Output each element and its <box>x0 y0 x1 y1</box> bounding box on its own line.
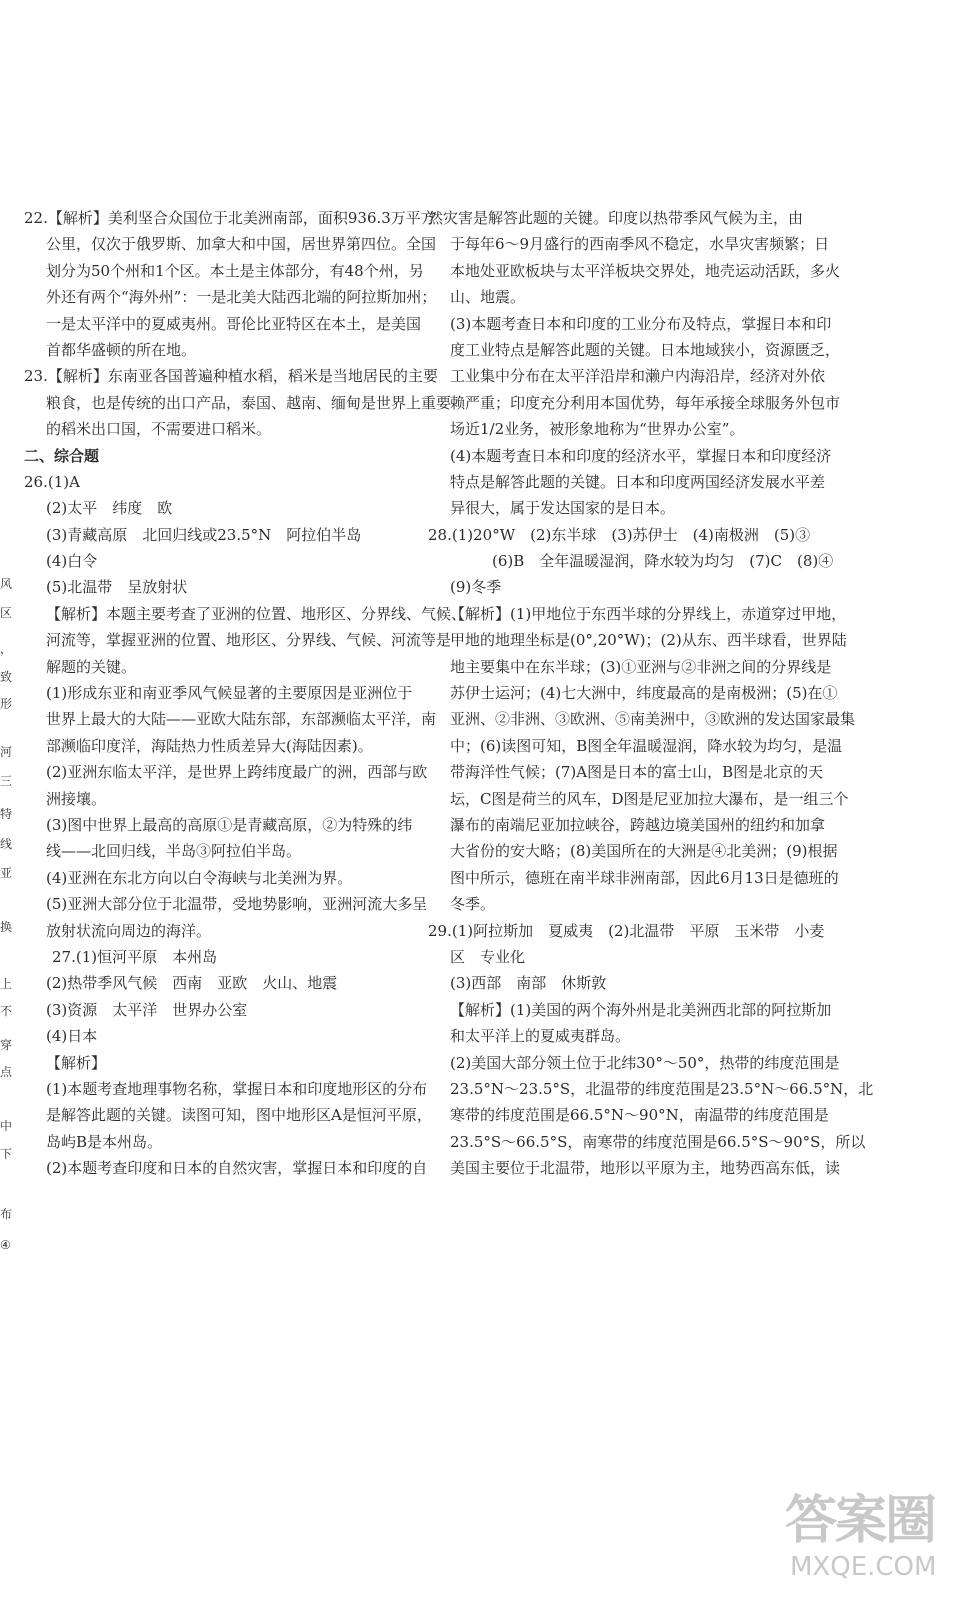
margin-fragment: ， <box>0 642 13 656</box>
text-line: 和太平洋上的夏威夷群岛。 <box>450 1027 631 1046</box>
text-line: 22.【解析】美利坚合众国位于北美洲南部，面积936.3万平方 <box>24 209 436 227</box>
text-line: 异很大，属于发达国家的是日本。 <box>450 499 676 518</box>
text-line: 放射状流向周边的海洋。 <box>46 921 212 940</box>
text-line: 洲接壤。 <box>46 789 107 808</box>
margin-fragment: 上 <box>0 977 13 991</box>
text-line: 中；(6)读图可知，B图全年温暖湿润，降水较为均匀，是温 <box>450 736 843 755</box>
text-line: 于每年6～9月盛行的西南季风不稳定，水旱灾害频繁；日 <box>450 235 830 254</box>
text-line: (6)B 全年温暖湿润，降水较为均匀 (7)C (8)④ <box>492 552 834 571</box>
text-line: 部濒临印度洋，海陆热力性质差异大(海陆因素)。 <box>46 736 373 755</box>
text-line: 本地处亚欧板块与太平洋板块交界处，地壳运动活跃，多火 <box>450 261 841 280</box>
text-line: 29.(1)阿拉斯加 夏威夷 (2)北温带 平原 玉米带 小麦 <box>428 921 825 940</box>
text-line: 甲地的地理坐标是(0°,20°W)；(2)从东、西半球看，世界陆 <box>450 631 847 650</box>
text-line: 图中所示，德班在南半球非洲南部，因此6月13日是德班的 <box>450 868 839 887</box>
text-line: 27.(1)恒河平原 本州岛 <box>52 947 218 966</box>
text-line: 线——北回归线，半岛③阿拉伯半岛。 <box>46 842 302 861</box>
text-line: (2)热带季风气候 西南 亚欧 火山、地震 <box>46 974 338 993</box>
text-line: 带海洋性气候；(7)A图是日本的富士山，B图是北京的天 <box>450 763 824 782</box>
margin-fragment: 点 <box>0 1065 13 1079</box>
text-line: (2)太平 纬度 欧 <box>46 499 173 518</box>
text-line: (4)本题考查日本和印度的经济水平，掌握日本和印度经济 <box>450 446 832 465</box>
text-line: 23.【解析】东南亚各国普遍种植水稻，稻米是当地居民的主要 <box>24 367 438 386</box>
text-line: 公里，仅次于俄罗斯、加拿大和中国，居世界第四位。全国 <box>46 235 437 254</box>
text-line: (2)亚洲东临太平洋，是世界上跨纬度最广的洲，西部与欧 <box>46 763 428 782</box>
text-line: 瀑布的南端尼亚加拉峡谷，跨越边境美国州的纽约和加拿 <box>450 815 826 834</box>
text-line: 是解答此题的关键。读图可知，图中地形区A是恒河平原， <box>46 1106 432 1125</box>
text-line: (4)白令 <box>46 552 98 571</box>
text-line: 【解析】(1)美国的两个海外州是北美洲西北部的阿拉斯加 <box>450 1000 832 1019</box>
text-line: (3)西部 南部 休斯敦 <box>450 974 607 993</box>
margin-fragment: 区 <box>0 606 13 620</box>
text-line: (5)亚洲大部分位于北温带，受地势影响，亚洲河流大多呈 <box>46 895 428 914</box>
text-line: (4)日本 <box>46 1027 98 1046</box>
text-line: 粮食，也是传统的出口产品，泰国、越南、缅甸是世界上重要 <box>46 393 452 412</box>
margin-fragment: 布 <box>0 1207 13 1221</box>
text-line: 度工业特点是解答此题的关键。日本地域狭小，资源匮乏， <box>450 340 841 359</box>
text-line: 外还有两个“海外州”：一是北美大陆西北端的阿拉斯加州； <box>46 288 437 307</box>
watermark-logo <box>785 1478 970 1600</box>
text-line: 【解析】本题主要考查了亚洲的位置、地形区、分界线、气候、 <box>46 604 467 623</box>
margin-fragment: 河 <box>0 745 13 759</box>
margin-fragment: 穿 <box>0 1038 13 1052</box>
text-line: 寒带的纬度范围是66.5°N～90°N，南温带的纬度范围是 <box>450 1106 829 1125</box>
text-line: 赖严重；印度充分利用本国优势，每年承接全球服务外包市 <box>450 393 841 412</box>
margin-fragment: 中 <box>0 1119 13 1133</box>
margin-fragment: 形 <box>0 697 13 711</box>
text-line: 特点是解答此题的关键。日本和印度两国经济发展水平差 <box>450 472 826 491</box>
text-line: (3)本题考查日本和印度的工业分布及特点，掌握日本和印 <box>450 314 832 333</box>
text-line: 美国主要位于北温带，地形以平原为主，地势西高东低，读 <box>450 1159 841 1178</box>
text-line: (4)亚洲在东北方向以白令海峡与北美洲为界。 <box>46 868 353 887</box>
margin-fragment: 致 <box>0 670 13 684</box>
text-line: 场近1/2业务，被形象地称为“世界办公室”。 <box>450 420 745 439</box>
text-line: 23.5°N～23.5°S，北温带的纬度范围是23.5°N～66.5°N，北 <box>450 1079 874 1098</box>
text-line: 河流等，掌握亚洲的位置、地形区、分界线、气候、河流等是 <box>46 631 452 650</box>
text-line: (1)本题考查地理事物名称，掌握日本和印度地形区的分布 <box>46 1079 428 1098</box>
text-line: 工业集中分布在太平洋沿岸和濑户内海沿岸，经济对外依 <box>450 367 826 386</box>
text-line: 23.5°S～66.5°S，南寒带的纬度范围是66.5°S～90°S，所以 <box>450 1132 866 1151</box>
text-line: 【解析】 <box>46 1053 107 1072</box>
text-line: 26.(1)A <box>24 472 80 491</box>
text-line: 坛，C图是荷兰的风车，D图是尼亚加拉大瀑布，是一组三个 <box>450 789 849 808</box>
text-line: 大省份的安大略；(8)美国所在的大洲是④北美洲；(9)根据 <box>450 842 838 861</box>
text-line: (2)美国大部分领土位于北纬30°～50°，热带的纬度范围是 <box>450 1053 840 1072</box>
margin-fragment: 换 <box>0 920 13 934</box>
text-line: 划分为50个州和1个区。本土是主体部分，有48个州，另 <box>46 261 424 280</box>
text-line: 冬季。 <box>450 895 496 914</box>
text-line: (5)北温带 呈放射状 <box>46 578 188 597</box>
margin-marks <box>0 0 16 1600</box>
right-column <box>428 205 874 1181</box>
text-line: 解题的关键。 <box>46 657 137 676</box>
text-line: (2)本题考查印度和日本的自然灾害，掌握日本和印度的自 <box>46 1159 428 1178</box>
watermark-url: MXQE.COM <box>790 1552 937 1582</box>
left-column <box>24 205 467 1181</box>
margin-fragment: ④ <box>0 1238 11 1252</box>
margin-fragment: 三 <box>0 774 13 788</box>
margin-fragment: 风 <box>0 577 13 591</box>
text-line: 【解析】(1)甲地位于东西半球的分界线上，赤道穿过甲地， <box>450 604 847 623</box>
margin-fragment: 亚 <box>0 866 13 880</box>
margin-fragment: 特 <box>0 807 13 821</box>
text-line: (1)形成东亚和南亚季风气候显著的主要原因是亚洲位于 <box>46 684 413 703</box>
text-line: 然灾害是解答此题的关键。印度以热带季风气候为主，由 <box>428 209 804 227</box>
text-line: (3)资源 太平洋 世界办公室 <box>46 1000 248 1019</box>
text-line: 苏伊士运河；(4)七大洲中，纬度最高的是南极洲；(5)在① <box>450 684 838 703</box>
text-line: (3)图中世界上最高的高原①是青藏高原，②为特殊的纬 <box>46 815 413 834</box>
margin-fragment: 不 <box>0 1004 13 1018</box>
text-line: 地主要集中在东半球；(3)①亚洲与②非洲之间的分界线是 <box>450 657 832 676</box>
text-line: 岛屿B是本州岛。 <box>46 1132 163 1151</box>
margin-fragment: 线 <box>0 837 13 851</box>
text-line: 二、综合题 <box>24 446 100 465</box>
text-line: (9)冬季 <box>450 578 502 597</box>
text-line: 28.(1)20°W (2)东半球 (3)苏伊士 (4)南极洲 (5)③ <box>428 525 811 544</box>
text-line: 亚洲、②非洲、③欧洲、⑤南美洲中，③欧洲的发达国家最集 <box>450 710 856 729</box>
margin-fragment: 下 <box>0 1147 13 1161</box>
text-line: 一是太平洋中的夏威夷州。哥伦比亚特区在本土，是美国 <box>46 314 422 333</box>
text-line: 的稻米出口国，不需要进口稻米。 <box>46 420 272 439</box>
watermark-logo-text: 答案圈 <box>785 1491 936 1551</box>
text-line: 首都华盛顿的所在地。 <box>46 340 197 359</box>
text-line: (3)青藏高原 北回归线或23.5°N 阿拉伯半岛 <box>46 525 362 544</box>
text-line: 世界上最大的大陆——亚欧大陆东部，东部濒临太平洋，南 <box>46 710 437 729</box>
text-line: 山、地震。 <box>450 288 526 307</box>
text-line: 区 专业化 <box>450 947 526 966</box>
